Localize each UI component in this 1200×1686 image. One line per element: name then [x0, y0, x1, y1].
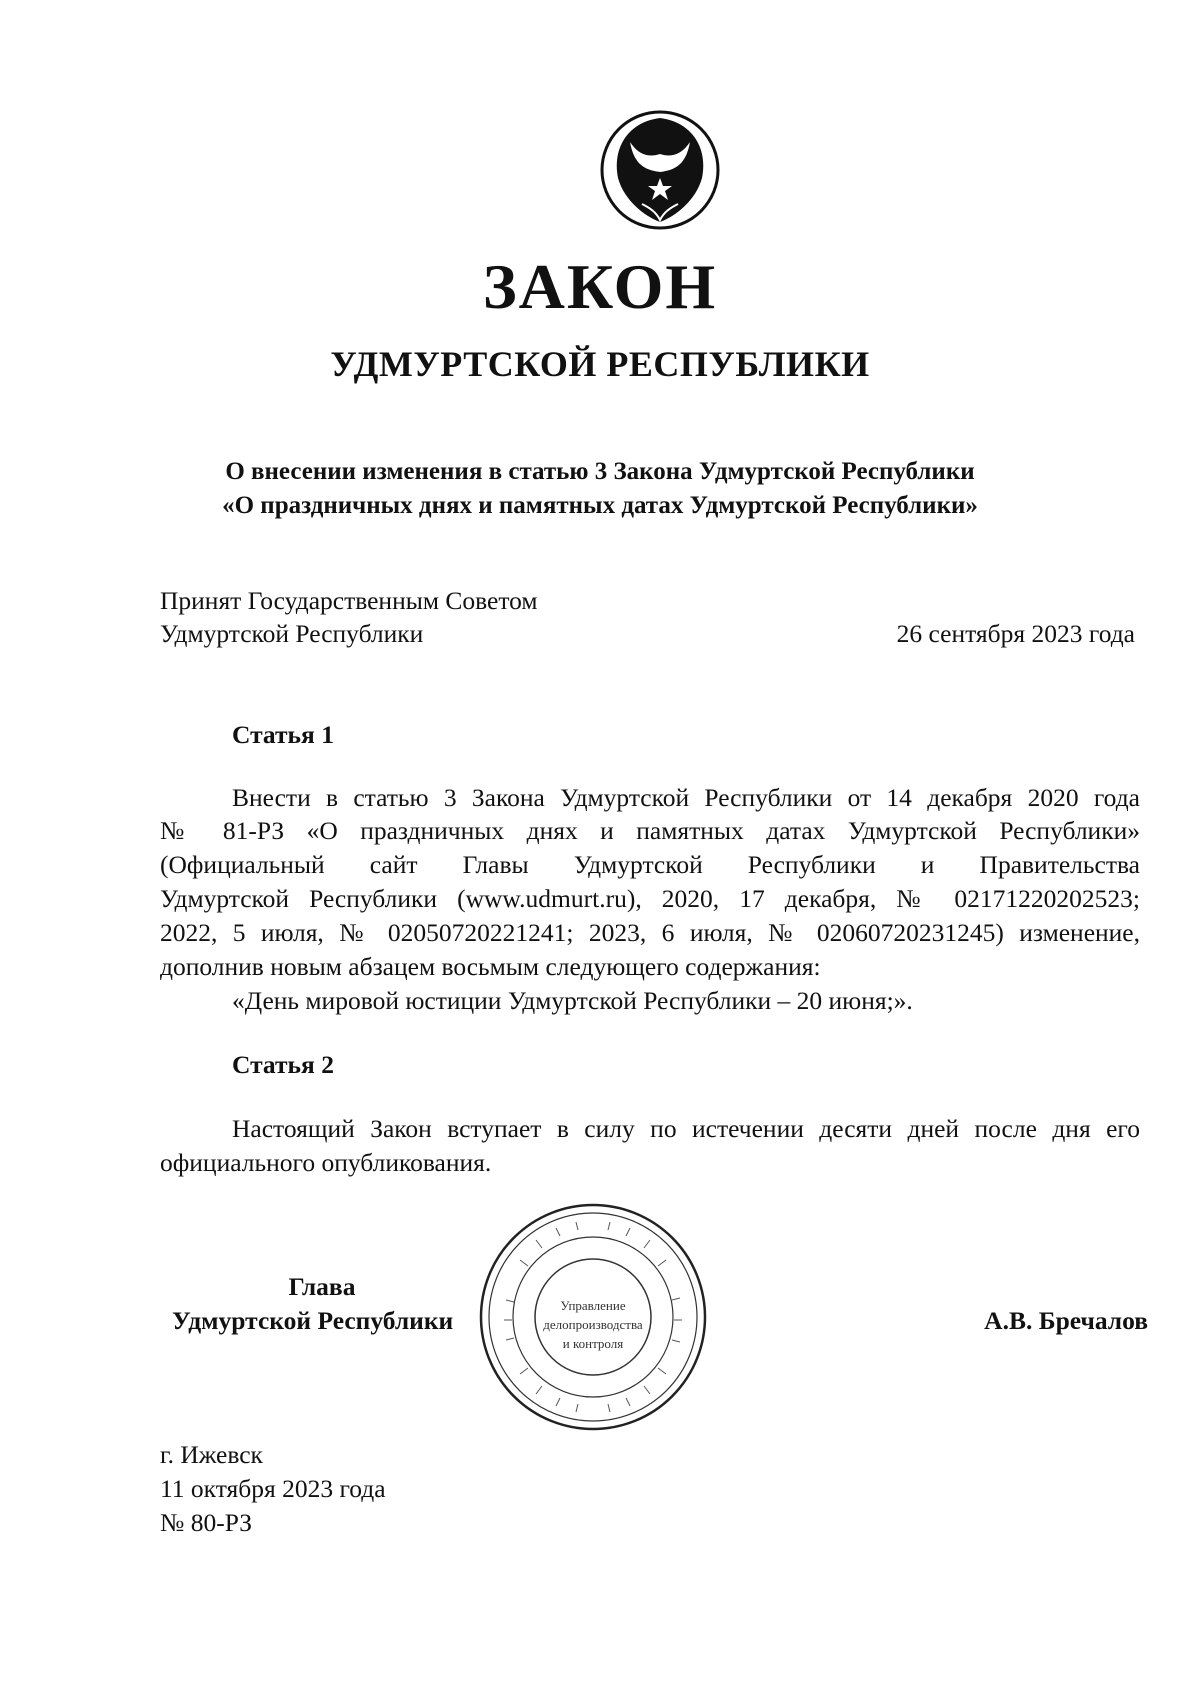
article-2-line-2: официального опубликования.	[160, 1148, 492, 1177]
law-heading-line-2: «О праздничных днях и памятных датах Удмуртской Республики»	[222, 492, 978, 519]
stamp-text-line-2: делопроизводства	[543, 1317, 643, 1332]
adopted-by-line-2: Удмуртской Республики	[160, 619, 424, 648]
adoption-date: 26 сентября 2023 года	[896, 619, 1135, 648]
article-1-line-4: Удмуртской Республики (www.udmurt.ru), 2020, 17 декабря, № 02171220202523;	[160, 884, 1140, 913]
stamp-text-line-1: Управление	[560, 1298, 626, 1313]
article-1-line-5: 2022, 5 июля, № 02050720221241; 2023, 6 июля, № 02060720231245) изменение,	[160, 918, 1140, 947]
footer-law-number: № 80-РЗ	[160, 1508, 252, 1537]
signer-position-line-1: Глава	[288, 1272, 356, 1301]
stamp-inner-text	[530, 1296, 656, 1353]
law-heading-line-1: О внесении изменения в статью 3 Закона Удмуртской Республики	[225, 458, 975, 485]
udmurt-coat-of-arms-icon	[598, 108, 722, 232]
footer-date: 11 октября 2023 года	[160, 1474, 386, 1503]
document-subtitle: УДМУРТСКОЙ РЕСПУБЛИКИ	[330, 344, 870, 384]
article-1-quote: «День мировой юстиции Удмуртской Республики – 20 июня;».	[232, 986, 913, 1015]
article-1-line-3: (Официальный сайт Главы Удмуртской Республики и Правительства	[160, 850, 1140, 879]
article-1-line-2: № 81-РЗ «О праздничных днях и памятных датах Удмуртской Республики»	[160, 816, 1140, 845]
document-title: ЗАКОН	[482, 251, 718, 322]
signer-position-line-2: Удмуртской Республики	[172, 1306, 454, 1335]
article-1-line-6: дополнив новым абзацем восьмым следующего содержания:	[160, 952, 821, 981]
article-1-line-1: Внести в статью 3 Закона Удмуртской Республики от 14 декабря 2020 года	[232, 783, 1140, 812]
article-2-line-1: Настоящий Закон вступает в силу по истечении десяти дней после дня его	[232, 1114, 1140, 1143]
footer-city: г. Ижевск	[160, 1440, 263, 1469]
stamp-text-line-3: и контроля	[562, 1336, 624, 1351]
article-1-title: Статья 1	[232, 720, 334, 749]
adopted-by-line-1: Принят Государственным Советом	[160, 586, 538, 615]
signer-name: А.В. Бречалов	[984, 1306, 1148, 1335]
article-2-title: Статья 2	[232, 1050, 334, 1079]
